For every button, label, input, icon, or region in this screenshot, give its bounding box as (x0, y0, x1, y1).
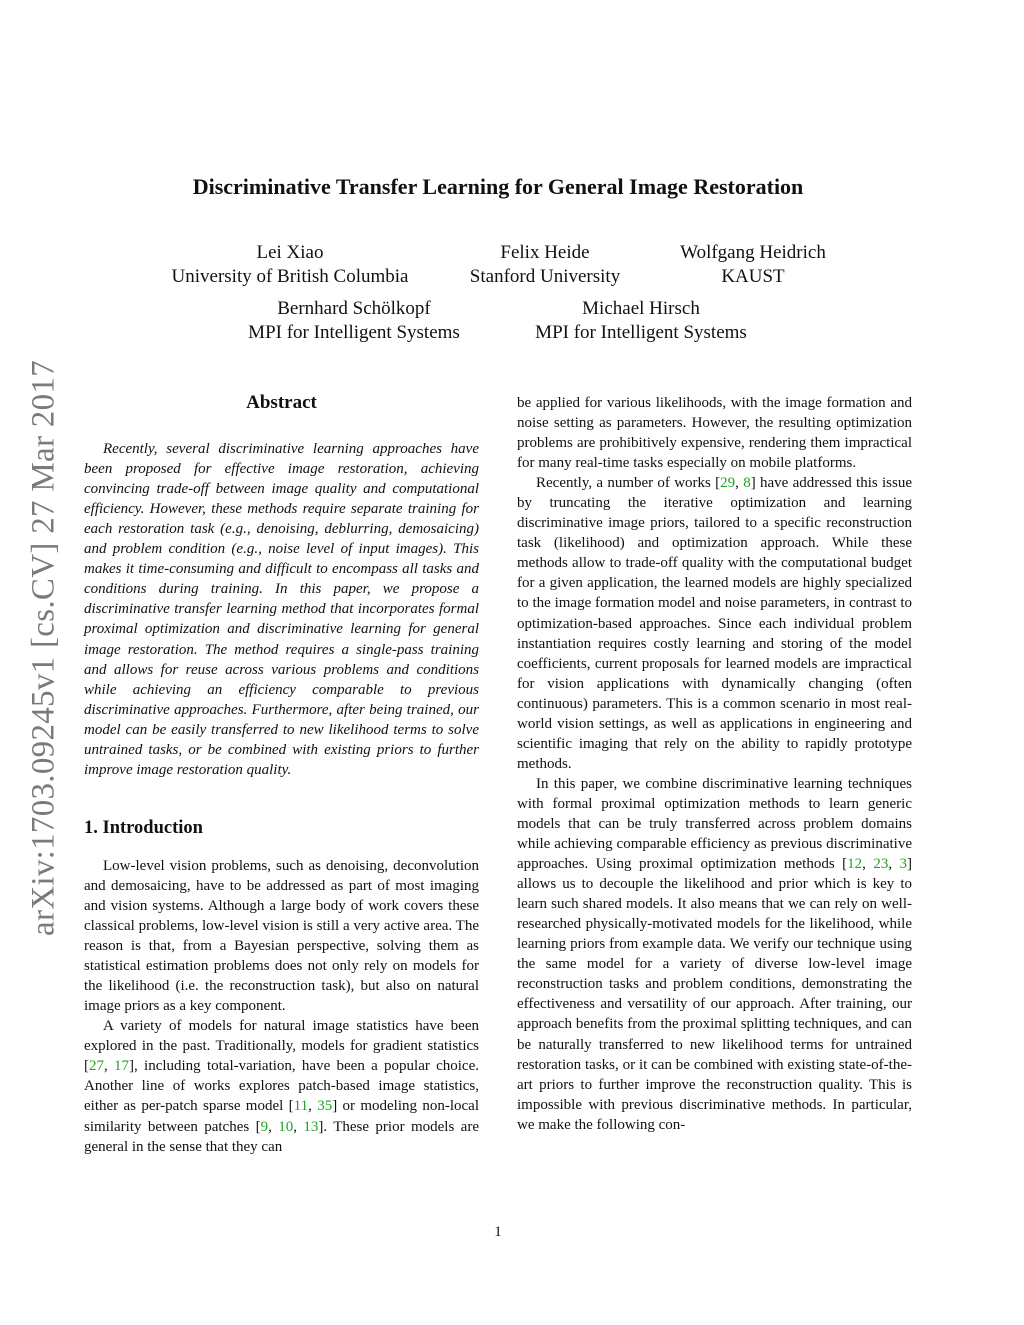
citation-link[interactable]: 10 (278, 1118, 294, 1135)
author-name: Bernhard Schölkopf (277, 298, 431, 319)
intro-paragraph-continued: be applied for various likelihoods, with the image formation and noise setting as parameters. However, the resulting optimization problems are prohibitively expensive, rendering them impractical for many real-time tasks especially on mobile platforms. (517, 395, 912, 472)
author-block (680, 241, 826, 289)
citation-link[interactable]: 13 (303, 1118, 319, 1135)
author-affiliation: Stanford University (469, 266, 621, 287)
intro-paragraph: Recently, a number of works [29, 8] have addressed this issue by truncating the iterative optimization and learning discriminative image priors, tailored to a specific reconstruction task (likelihood) and optimization approach. While these methods allow to trade-off quality with the computational budget for a given application, the learned models are highly specialized to the image formation model and noise parameters, in contrast to optimization-based approaches. Since each individual problem instantiation requires costly learning and storing of the model coefficients, current proposals for learned models are impractical for vision applications with dynamically changing (often continuous) parameters. This is a common scenario in most real-world vision settings, as well as applications in engineering and scientific imaging that rely on the ability to rapidly prototype methods. (517, 475, 912, 772)
abstract-heading: Abstract (246, 392, 317, 413)
author-block (470, 241, 620, 289)
arxiv-identifier-stamp: arXiv:1703.09245v1 [cs.CV] 27 Mar 2017 (25, 360, 62, 936)
page-number: 1 (494, 1224, 502, 1240)
citation-link[interactable]: 27 (89, 1058, 104, 1075)
citation-link[interactable]: 29 (720, 475, 736, 492)
author-name: Michael Hirsch (582, 298, 700, 319)
author-affiliation: MPI for Intelligent Systems (248, 322, 460, 343)
left-column (84, 393, 479, 1157)
author-block (172, 241, 409, 289)
citation-link[interactable]: 12 (847, 856, 863, 873)
citation-link[interactable]: 23 (873, 856, 889, 873)
author-block (248, 297, 460, 345)
author-name: Wolfgang Heidrich (680, 242, 826, 263)
author-name: Felix Heide (500, 242, 590, 263)
author-affiliation: MPI for Intelligent Systems (535, 322, 747, 343)
author-block (535, 297, 747, 345)
right-column (517, 393, 912, 1135)
abstract-text: Recently, several discriminative learning approaches have been proposed for effective image restoration, achieving convincing trade-off between image quality and computational efficiency. However, these methods require separate training for each restoration task (e.g., denoising, deblurring, demosaicing) and problem condition (e.g., noise level of input images). This makes it time-consuming and difficult to encompass all tasks and conditions during training. In this paper, we propose a discriminative transfer learning method that incorporates formal proximal optimization and discriminative learning for general image restoration. The method requires a single-pass training and allows for reuse across various problems and conditions while achieving an efficiency comparable to previous discriminative approaches. Furthermore, after being trained, our model can be easily transferred to new likelihood terms to solve untrained tasks, or be combined with existing priors to further improve image restoration quality. (84, 441, 479, 778)
citation-link[interactable]: 17 (114, 1058, 130, 1075)
intro-paragraph: In this paper, we combine discriminative learning techniques with formal proximal optimization methods to learn generic models that can be truly transferred across problem domains while achieving comparable efficiency as previous discriminative approaches. Using proximal optimization methods [12, 23, 3] allows us to decouple the likelihood and prior which is key to learn such shared models. It also means that we can rely on well-researched physically-motivated models for the likelihood, while learning priors from example data. We verify our technique using the same model for a variety of diverse low-level image reconstruction tasks and problem conditions, demonstrating the effectiveness and versatility of our approach. After training, our approach benefits from the proximal splitting techniques, and can be naturally transferred to new likelihood terms for untrained restoration tasks, or it can be combined with existing state-of-the-art priors to further improve the reconstruction quality. This is impossible with previous discriminative methods. In particular, we make the following con- (517, 775, 913, 1133)
citation-link[interactable]: 35 (317, 1098, 333, 1115)
citation-link[interactable]: 8 (743, 475, 751, 492)
author-affiliation: University of British Columbia (171, 266, 409, 287)
citation-link[interactable]: 9 (260, 1118, 269, 1135)
paper-title: Discriminative Transfer Learning for General Image Restoration (192, 174, 804, 199)
intro-paragraph: A variety of models for natural image statistics have been explored in the past. Traditionally, models for gradient statistics [27, 17], including total-variation, have been a popular choice. Another line of works explores patch-based image statistics, either as per-patch sparse model [11, 35] or modeling non-local similarity between patches [9, 10, 13]. These prior models are general in the sense that they can (84, 1018, 479, 1155)
introduction-heading: 1. Introduction (84, 817, 203, 838)
author-affiliation: KAUST (721, 266, 785, 287)
author-name: Lei Xiao (256, 242, 324, 263)
citation-link[interactable]: 11 (293, 1098, 309, 1115)
intro-paragraph: Low-level vision problems, such as denoising, deconvolution and demosaicing, have to be addressed as part of most imaging and vision systems. Although a large body of work covers these classical problems, low-level vision is still a very active area. The reason is that, from a Bayesian perspective, solving them as statistical estimation problems does not only rely on models for the likelihood (i.e. the reconstruction task), but also on natural image priors as a key component. (84, 857, 479, 1015)
citation-link[interactable]: 3 (899, 856, 908, 873)
